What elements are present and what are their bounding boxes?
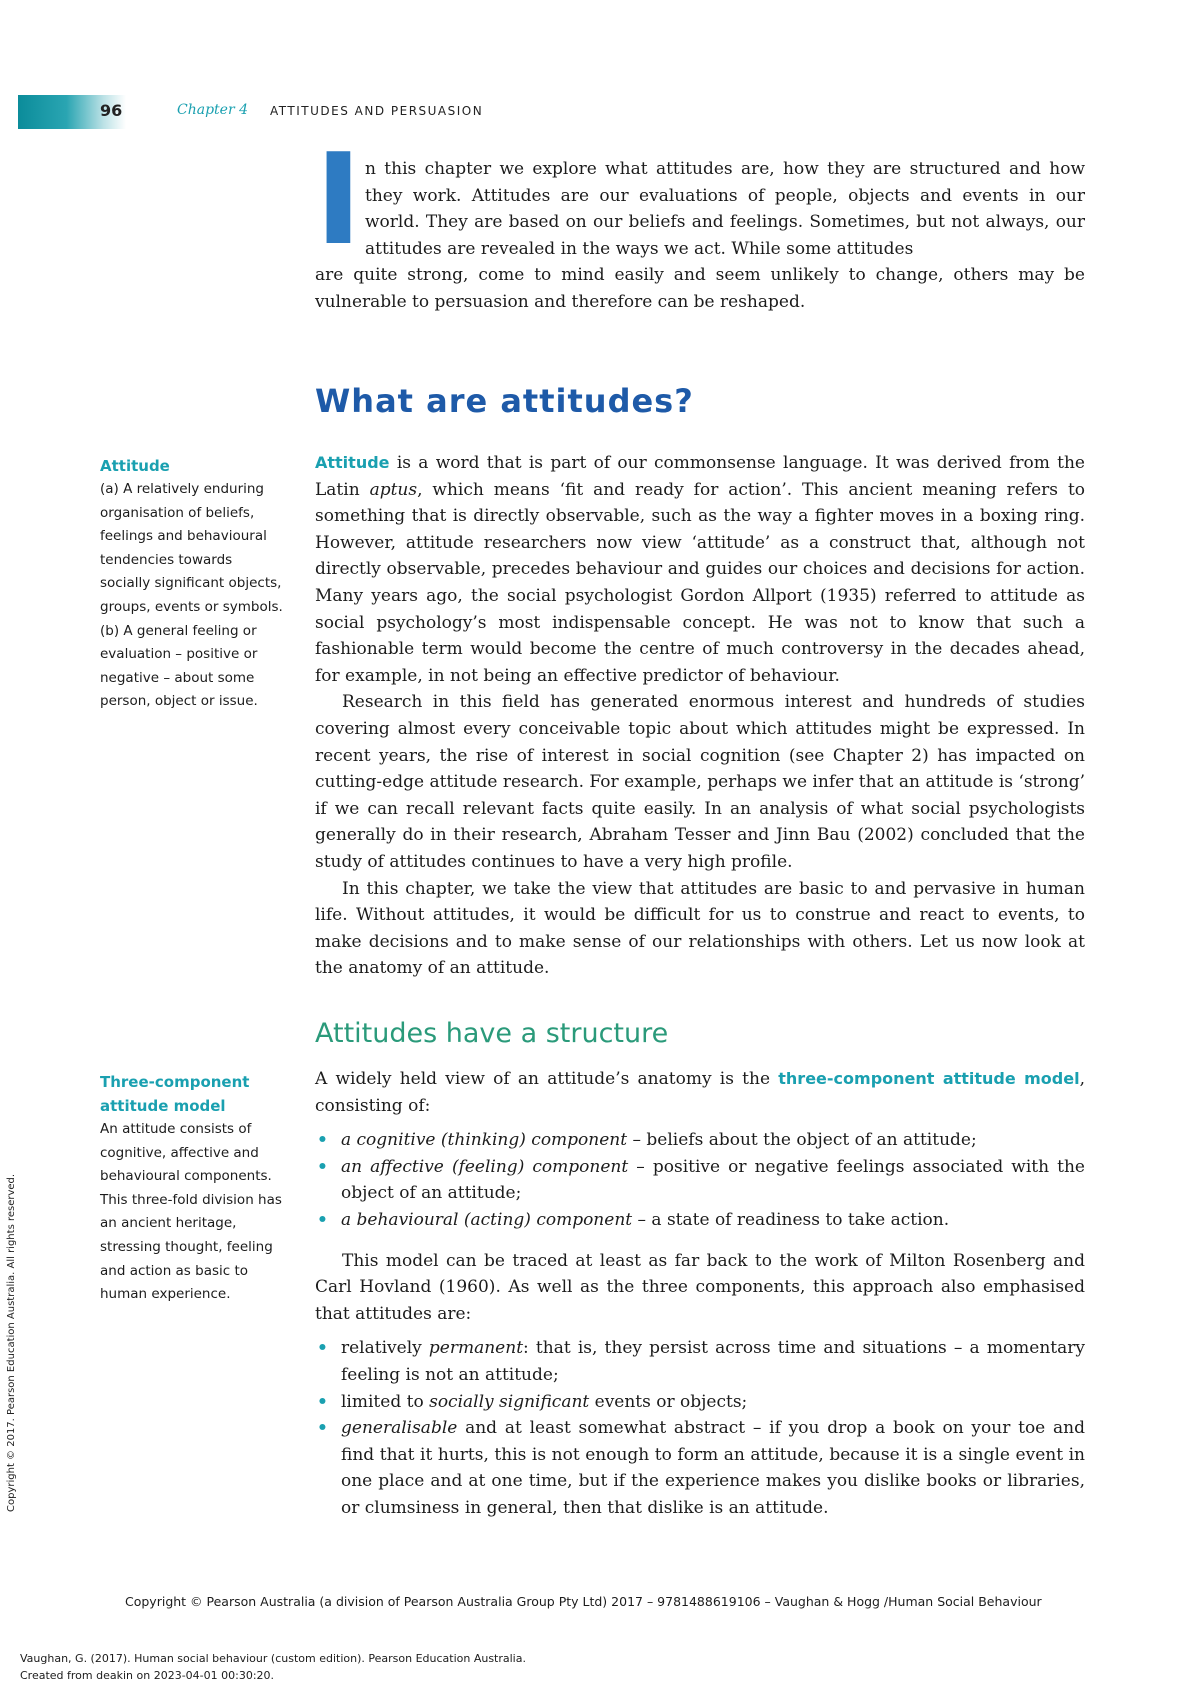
paragraph-text: , consisting of: xyxy=(315,1069,1085,1116)
component-name: an affective (feeling) component xyxy=(341,1156,629,1177)
subsection-heading: Attitudes have a structure xyxy=(315,1018,669,1049)
component-name: a behavioural (acting) component xyxy=(341,1209,633,1230)
component-name: a cognitive (thinking) component xyxy=(341,1130,628,1151)
chapter-label: Chapter 4 xyxy=(177,102,248,118)
component-desc: – beliefs about the object of an attitude; xyxy=(627,1130,977,1151)
paragraph-text: , which means ‘fit and ready for action’. This ancient meaning refers to something that is directly observable, such as the way a fighter moves in a boxing ring. However, attitude researchers now view ‘attitude’ as a construct that, although not directly observable, precedes behaviour and guides our choices and decisions for action. Many years ago, the social psychologist Gordon Allport (1935) referred to attitude as social psychology’s most indispensable concept. He was not to know that such a fashionable term would become the centre of much controversy in the decades ahead, for example, in not being an effective predictor of behaviour. xyxy=(315,479,1086,686)
paragraph-model-intro xyxy=(315,1066,1085,1119)
latin-word: aptus xyxy=(369,479,418,500)
item-text: and at least somewhat abstract – if you drop a book on your toe and find that it hurts, this is not enough to form an attitude, because it is a single event in one place and at one time, but if the experience makes you dislike books or libraries, or clumsiness in general, then that dislike is an attitude. xyxy=(341,1418,1085,1518)
paragraph-rosenberg: This model can be traced at least as far back to the work of Milton Rosenberg and Carl Hovland (1960). As well as the three components, this approach also emphasised that attitudes are: xyxy=(315,1250,1085,1324)
paragraph-text: is a word that is part of our commonsense language. It was derived from the Latin xyxy=(315,453,1085,500)
page-number: 96 xyxy=(100,101,123,120)
vertical-copyright: Copyright © 2017. Pearson Education Australia. All rights reserved. xyxy=(6,1173,17,1512)
component-desc: – a state of readiness to take action. xyxy=(632,1209,950,1230)
list-item xyxy=(341,1207,1085,1234)
list-item xyxy=(341,1127,1085,1154)
intro-paragraph-start: n this chapter we explore what attitudes are, how they are structured and how they work. Attitudes are our evaluations of people, objects and events in our world. They are based on our beliefs and feelings. Sometimes, but not always, our attitudes are revealed in the ways we act. While some attitudes xyxy=(365,159,1085,259)
intro-paragraph-end: are quite strong, come to mind easily and seem unlikely to change, others may be vulnerable to persuasion and therefore can be reshaped. xyxy=(315,265,1085,312)
list-item xyxy=(341,1154,1085,1207)
section-heading: What are attitudes? xyxy=(315,382,694,420)
list-item xyxy=(341,1389,1085,1416)
item-text: events or objects; xyxy=(589,1391,748,1412)
margin-note-attitude xyxy=(100,454,285,714)
footer-copyright: Copyright © Pearson Australia (a division of Pearson Australia Group Pty Ltd) 2017 – 9781488619106 – Vaughan & Hogg /Human Social Behaviour xyxy=(125,1594,1042,1609)
margin-note-title: Attitude xyxy=(100,457,170,475)
citation-line: Vaughan, G. (2017). Human social behaviour (custom edition). Pearson Education Australia. xyxy=(20,1652,526,1665)
paragraph-research: Research in this field has generated enormous interest and hundreds of studies covering almost every conceivable topic about which attitudes might be expressed. In recent years, the rise of interest in social cognition (see Chapter 2) has impacted on cutting-edge attitude research. For example, perhaps we infer that an attitude is ‘strong’ if we can recall relevant facts quite easily. In an analysis of what social psychologists generally do in their research, Abraham Tesser and Jinn Bau (2002) concluded that the study of attitudes continues to have a very high profile. xyxy=(315,692,1085,872)
component-desc: – positive or negative feelings associated with the object of an attitude; xyxy=(341,1156,1085,1204)
citation-line: Created from deakin on 2023-04-01 00:30:20. xyxy=(20,1669,275,1682)
item-emphasis: generalisable xyxy=(341,1418,458,1439)
list-item xyxy=(341,1415,1085,1521)
subsection-body xyxy=(315,1066,1085,1536)
item-text: limited to xyxy=(341,1391,430,1412)
drop-cap: I xyxy=(315,126,362,273)
item-text: relatively xyxy=(341,1338,429,1359)
citation xyxy=(20,1650,526,1684)
paragraph-text: A widely held view of an attitude’s anatomy is the xyxy=(315,1069,779,1089)
term-three-component: three-component attitude model xyxy=(778,1069,1080,1088)
item-text: : that is, they persist across time and situations – a momentary feeling is not an attitude; xyxy=(341,1338,1086,1385)
margin-note-title: Three-component attitude model xyxy=(100,1073,250,1115)
item-emphasis: socially significant xyxy=(429,1391,590,1412)
paragraph-view: In this chapter, we take the view that attitudes are basic to and pervasive in human life. Without attitudes, it would be difficult for us to construe and react to events, to make decisions and to make sense of our relationships with others. Let us now look at the anatomy of an attitude. xyxy=(315,878,1085,979)
list-item xyxy=(341,1335,1085,1388)
item-emphasis: permanent xyxy=(428,1338,524,1359)
section-body xyxy=(315,450,1085,982)
paragraph-attitude xyxy=(315,450,1085,689)
margin-note-three-component xyxy=(100,1070,285,1307)
margin-note-definition: (a) A relatively enduring organisation of beliefs, feelings and behavioural tendencies towards socially significant objects, groups, events or symbols. (b) A general feeling or evaluation – positive or negative – about some person, object or issue. xyxy=(100,481,283,710)
term-attitude: Attitude xyxy=(315,453,390,472)
margin-note-definition: An attitude consists of cognitive, affective and behavioural components. This three-fold division has an ancient heritage, stressing thought, feeling and action as basic to human experience. xyxy=(100,1121,282,1303)
attitude-properties-list xyxy=(315,1335,1085,1521)
chapter-title: ATTITUDES AND PERSUASION xyxy=(270,104,484,118)
component-list xyxy=(315,1127,1085,1233)
